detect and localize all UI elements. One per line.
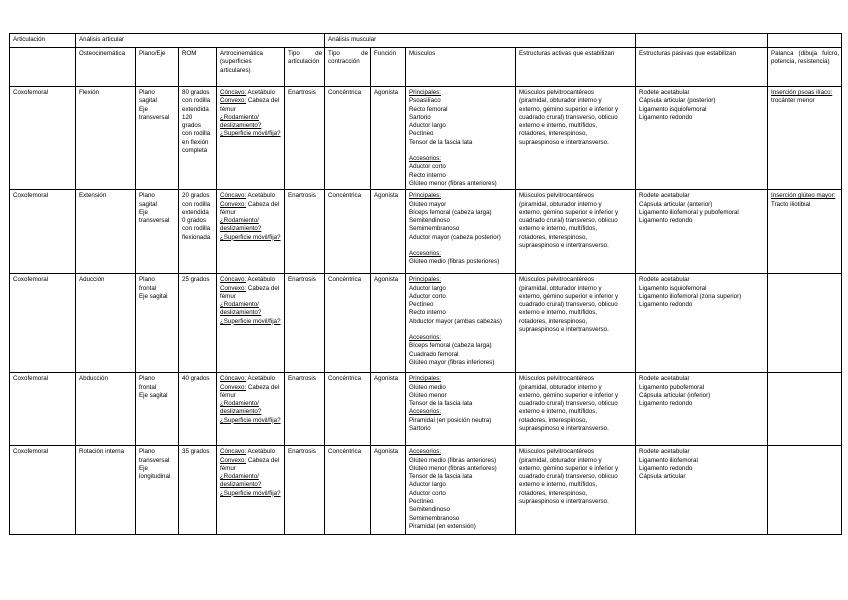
activas-line: rotadores, interespinoso, — [519, 130, 588, 138]
muscle-item: Abductor mayor (ambas cabezas) — [409, 317, 502, 325]
cell-musculos — [406, 373, 516, 446]
cell-rom — [179, 446, 217, 535]
activas-line: supraespinoso e intertransverso. — [519, 425, 609, 433]
cell-articulacion: Coxofemoral — [10, 190, 76, 274]
accesorios-label: Accesorios: — [409, 155, 442, 163]
cell-estructuras-activas — [516, 87, 636, 190]
activas-line: (piramidal, obturador interno y — [519, 97, 602, 105]
pasivas-line: Cápsula articular — [639, 473, 686, 481]
pasivas-line: Ligamento redondo — [639, 217, 693, 225]
plano-line: frontal — [139, 284, 157, 292]
concavo-value: Acetábulo — [247, 89, 276, 96]
cell-palanca — [768, 446, 842, 535]
plano-line: sagital — [139, 200, 157, 208]
activas-line: externo, gémino superior e inferior y — [519, 391, 619, 399]
cell-tipo-articulacion: Enartrosis — [285, 274, 325, 373]
pasivas-line: Rodete acetabular — [639, 89, 690, 96]
muscle-item: Recto femoral — [409, 105, 448, 113]
pasivas-line: Ligamento redondo — [639, 301, 693, 309]
plano-line: Eje — [139, 208, 148, 216]
palanca-destino: trocánter menor — [771, 97, 815, 105]
cell-tipo-articulacion: Enartrosis — [285, 190, 325, 274]
rom-line: con rodilla — [182, 130, 211, 138]
cell-articulacion: Coxofemoral — [10, 87, 76, 190]
pasivas-line: Rodete acetabular — [639, 276, 690, 284]
plano-line: sagital — [139, 97, 157, 105]
activas-line: rotadores, interespinoso, — [519, 416, 588, 424]
muscle-item: Aductor largo — [409, 122, 446, 130]
table-row — [10, 373, 842, 446]
cell-musculos — [406, 87, 516, 190]
cell-plano-eje — [136, 87, 179, 190]
rom-line: extendida — [182, 105, 209, 113]
rom-line: 80 grados — [182, 89, 210, 96]
pasivas-line: Rodete acetabular — [639, 448, 690, 456]
muscle-item: Tensor de la fascia lata — [409, 138, 473, 146]
rodamiento-question: ¿Rodamiento/ deslizamiento? — [220, 113, 262, 130]
cell-plano-eje — [136, 274, 179, 373]
cell-rom — [179, 87, 217, 190]
convexo-value: Cabeza del fémur — [220, 284, 280, 300]
activas-line: Músculos pelvitrocantéreos — [519, 276, 595, 284]
cell-musculos — [406, 190, 516, 274]
rom-line: con rodilla — [182, 200, 211, 208]
rodamiento-question: ¿Rodamiento/ deslizamiento? — [220, 217, 262, 233]
activas-line: supraespinoso e intertransverso. — [519, 498, 609, 506]
cell-estructuras-activas — [516, 190, 636, 274]
activas-line: externo e interno, multífidos, — [519, 408, 598, 416]
cell-estructuras-activas — [516, 274, 636, 373]
concavo-value: Acetábulo — [247, 192, 276, 200]
accesorios-label: Accesorios: — [409, 334, 442, 342]
activas-line: Músculos pelvitrocantéreos — [519, 448, 595, 456]
pasivas-line: Rodete acetabular — [639, 375, 690, 383]
plano-line: Eje sagital — [139, 292, 168, 300]
subheader-musculos: Músculos — [406, 48, 516, 87]
palanca-insercion: Inserción glúteo mayor: — [771, 192, 836, 200]
activas-line: supraespinoso e intertransverso. — [519, 138, 609, 146]
muscle-item: Bíceps femoral (cabeza larga) — [409, 208, 492, 216]
concavo-line — [220, 276, 282, 284]
muscle-item: Recto interno — [409, 309, 446, 317]
convexo-value: Cabeza del fémur — [220, 456, 280, 472]
rodamiento-question: ¿Rodamiento/ deslizamiento? — [220, 400, 262, 416]
rom-line: 25 grados — [182, 276, 210, 284]
superficie-question: ¿Superficie móvil/fija? — [220, 416, 281, 424]
cell-rom — [179, 373, 217, 446]
muscle-item: Glúteo mayor — [409, 200, 447, 208]
cell-tipo-articulacion: Enartrosis — [285, 87, 325, 190]
subheader-tipo-contraccion: Tipo de contracción — [325, 48, 371, 87]
convexo-line — [220, 285, 282, 302]
cell-funcion: Agonista — [371, 274, 406, 373]
rom-line: 20 grados — [182, 192, 210, 200]
cell-estructuras-activas — [516, 373, 636, 446]
cell-rom — [179, 190, 217, 274]
cell-estructuras-pasivas — [636, 274, 768, 373]
accesorios-label: Accesorios: — [409, 250, 442, 258]
accesorios-label: Accesorios: — [409, 448, 442, 456]
pasivas-line: Ligamento iliofemoral — [639, 456, 698, 464]
cell-funcion: Agonista — [371, 373, 406, 446]
activas-line: (piramidal, obturador interno y — [519, 284, 602, 292]
muscle-item: Semimembranoso — [409, 225, 460, 233]
cell-tipo-contraccion: Concéntrica — [325, 373, 371, 446]
cell-artrocinematica — [217, 87, 285, 190]
table-row — [10, 87, 842, 190]
muscle-item: Pectíneo — [409, 130, 434, 138]
convexo-line — [220, 97, 282, 114]
palanca-destino: Tracto iliotibial — [771, 200, 811, 208]
cell-palanca — [768, 373, 842, 446]
pasivas-line: Cápsula articular (posterior) — [639, 97, 716, 105]
muscle-item: Recto interno — [409, 171, 446, 179]
plano-line: transversal — [139, 456, 170, 464]
subheader-estructuras-pasivas: Estructuras pasivas que estabilizan — [636, 48, 768, 87]
subheader-palanca: Palanca (dibuja fulcro, potencia, resistencia) — [768, 48, 842, 87]
cell-tipo-articulacion: Enartrosis — [285, 446, 325, 535]
superficie-question: ¿Superficie móvil/fija? — [220, 489, 281, 497]
header-analisis-articular: Análisis articular — [76, 34, 325, 48]
activas-line: supraespinoso e intertransverso. — [519, 326, 609, 334]
principales-label: Principales: — [409, 276, 442, 284]
rom-line: flexionada — [182, 233, 211, 241]
activas-line: externo, gémino superior e inferior y — [519, 105, 619, 113]
cell-estructuras-pasivas — [636, 190, 768, 274]
muscle-item: Semitendinoso — [409, 506, 450, 514]
muscle-item: Tensor de la fascia lata — [409, 473, 473, 481]
muscle-item: Aductor largo — [409, 481, 446, 489]
muscle-item: Glúteo medio (fibras anteriores) — [409, 456, 497, 464]
pasivas-line: Ligamento redondo — [639, 464, 693, 472]
muscle-item: Semimembranoso — [409, 514, 460, 522]
plano-line: transversal — [139, 217, 170, 225]
plano-line: Plano — [139, 448, 155, 456]
activas-line: (piramidal, obturador interno y — [519, 383, 602, 391]
muscle-item: Cuadrado femoral — [409, 350, 459, 358]
muscle-item: Pectíneo — [409, 498, 434, 506]
rodamiento-question: ¿Rodamiento/ deslizamiento? — [220, 473, 262, 489]
table-subheader-row — [10, 48, 842, 87]
rom-line: 35 grados — [182, 448, 210, 456]
activas-line: cuadrado crural) transverso, oblicuo — [519, 113, 618, 121]
cell-artrocinematica — [217, 446, 285, 535]
plano-line: Eje — [139, 464, 148, 472]
activas-line: (piramidal, obturador interno y — [519, 200, 602, 208]
cell-movimiento: Extensión — [76, 190, 136, 274]
convexo-label: Convexo: — [220, 200, 247, 208]
concavo-label: Cóncavo: — [220, 276, 247, 284]
convexo-line — [220, 201, 282, 218]
cell-articulacion: Coxofemoral — [10, 274, 76, 373]
principales-label: Principales: — [409, 192, 442, 200]
activas-line: externo e interno, multífidos, — [519, 309, 598, 317]
activas-line: Músculos pelvitrocantéreos — [519, 89, 595, 96]
muscle-item: Sartorio — [409, 113, 431, 121]
concavo-line — [220, 375, 282, 383]
muscle-item: Piramidal (en posición neutra) — [409, 416, 492, 424]
cell-estructuras-pasivas — [636, 87, 768, 190]
convexo-line — [220, 457, 282, 474]
activas-line: rotadores, interespinoso, — [519, 489, 588, 497]
subheader-estructuras-activas: Estructuras activas que estabilizan — [516, 48, 636, 87]
accesorios-label: Accesorios: — [409, 408, 442, 416]
concavo-label: Cóncavo: — [220, 192, 247, 200]
rom-line: grados — [182, 122, 201, 130]
plano-line: Eje — [139, 105, 148, 113]
concavo-label: Cóncavo: — [220, 448, 247, 456]
cell-musculos — [406, 446, 516, 535]
rom-line: completa — [182, 147, 208, 155]
muscle-item: Sartorio — [409, 425, 431, 433]
activas-line: rotadores, interespinoso, — [519, 317, 588, 325]
superficie-question: ¿Superficie móvil/fija? — [220, 233, 281, 241]
muscle-item: Aductor corto — [409, 292, 446, 300]
muscle-item: Glúteo menor (fibras anteriores) — [409, 179, 497, 187]
muscle-item: Glúteo medio (fibras posteriores) — [409, 258, 500, 266]
pasivas-line: Cápsula articular (inferior) — [639, 391, 711, 399]
activas-line: cuadrado crural) transverso, oblicuo — [519, 473, 618, 481]
concavo-value: Acetábulo — [247, 375, 276, 383]
activas-line: (piramidal, obturador interno y — [519, 456, 602, 464]
muscle-item: Glúteo medio — [409, 383, 446, 391]
plano-line: Plano — [139, 89, 155, 96]
convexo-label: Convexo: — [220, 97, 247, 105]
header-blank-2 — [768, 34, 842, 48]
subheader-osteocinematica: Osteocinemática — [76, 48, 136, 87]
cell-rom — [179, 274, 217, 373]
pasivas-line: Ligamento isquiofemoral — [639, 284, 707, 292]
pasivas-line: Ligamento pubofemoral — [639, 383, 705, 391]
cell-palanca — [768, 190, 842, 274]
cell-movimiento: Aducción — [76, 274, 136, 373]
cell-artrocinematica — [217, 190, 285, 274]
cell-tipo-articulacion: Enartrosis — [285, 373, 325, 446]
concavo-value: Acetábulo — [247, 448, 276, 456]
muscle-item: Aductor largo — [409, 284, 446, 292]
rom-line: en flexión — [182, 138, 209, 146]
convexo-label: Convexo: — [220, 383, 247, 391]
plano-line: Plano — [139, 375, 155, 383]
cell-palanca — [768, 87, 842, 190]
rom-line: 0 grados — [182, 217, 207, 225]
table-row — [10, 274, 842, 373]
concavo-value: Acetábulo — [247, 276, 276, 284]
muscle-item: Aductor corto — [409, 163, 446, 171]
convexo-value: Cabeza del fémur — [220, 383, 280, 399]
activas-line: externo e interno, multífidos, — [519, 225, 598, 233]
muscle-item: Pectíneo — [409, 301, 434, 309]
convexo-line — [220, 384, 282, 401]
activas-line: supraespinoso e intertransverso. — [519, 242, 609, 250]
subheader-funcion: Función — [371, 48, 406, 87]
cell-estructuras-pasivas — [636, 446, 768, 535]
muscle-item: Aductor mayor (cabeza posterior) — [409, 233, 501, 241]
superficie-question: ¿Superficie móvil/fija? — [220, 317, 281, 325]
cell-articulacion: Coxofemoral — [10, 373, 76, 446]
activas-line: externo, gémino superior e inferior y — [519, 208, 619, 216]
subheader-plano-eje: Plano/Eje — [136, 48, 179, 87]
activas-line: Músculos pelvitrocantéreos — [519, 375, 595, 383]
cell-tipo-contraccion: Concéntrica — [325, 274, 371, 373]
concavo-line — [220, 192, 282, 200]
muscle-item: Piramidal (en extensión) — [409, 522, 476, 530]
concavo-line — [220, 89, 282, 97]
concavo-label: Cóncavo: — [220, 375, 247, 383]
activas-line: externo e interno, multífidos, — [519, 122, 598, 130]
subheader-blank — [10, 48, 76, 87]
convexo-label: Convexo: — [220, 284, 247, 292]
activas-line: cuadrado crural) transverso, oblicuo — [519, 400, 618, 408]
plano-line: transversal — [139, 113, 170, 121]
header-articulacion: Articulación — [10, 34, 76, 48]
table-header-row — [10, 34, 842, 48]
superficie-question: ¿Superficie móvil/fija? — [220, 130, 281, 138]
rom-line: con rodilla — [182, 97, 211, 105]
subheader-rom: ROM — [179, 48, 217, 87]
plano-line: Plano — [139, 276, 155, 284]
activas-line: cuadrado crural) transverso, oblicuo — [519, 217, 618, 225]
plano-line: Eje sagital — [139, 391, 168, 399]
table-row — [10, 190, 842, 274]
spacer — [409, 147, 513, 155]
activas-line: externo, gémino superior e inferior y — [519, 292, 619, 300]
muscle-item: Aductor corto — [409, 489, 446, 497]
cell-musculos — [406, 274, 516, 373]
convexo-value: Cabeza del fémur — [220, 200, 280, 216]
pasivas-line: Ligamento redondo — [639, 113, 693, 121]
cell-movimiento: Flexión — [76, 87, 136, 190]
muscle-item: Tensor de la fascia lata — [409, 400, 473, 408]
cell-movimiento: Abducción — [76, 373, 136, 446]
header-blank-1 — [636, 34, 768, 48]
cell-plano-eje — [136, 373, 179, 446]
muscle-item: Psoasilíaco — [409, 97, 441, 105]
cell-tipo-contraccion: Concéntrica — [325, 446, 371, 535]
cell-funcion: Agonista — [371, 190, 406, 274]
cell-estructuras-pasivas — [636, 373, 768, 446]
cell-artrocinematica — [217, 373, 285, 446]
activas-line: cuadrado crural) transverso, oblicuo — [519, 301, 618, 309]
activas-line: Músculos pelvitrocantéreos — [519, 192, 595, 200]
cell-funcion: Agonista — [371, 446, 406, 535]
cell-estructuras-activas — [516, 446, 636, 535]
convexo-value: Cabeza del fémur — [220, 97, 280, 113]
rom-line: con rodilla — [182, 225, 211, 233]
cell-artrocinematica — [217, 274, 285, 373]
cell-funcion: Agonista — [371, 87, 406, 190]
activas-line: rotadores, interespinoso, — [519, 233, 588, 241]
activas-line: externo, gémino superior e inferior y — [519, 464, 619, 472]
concavo-label: Cóncavo: — [220, 89, 247, 96]
header-analisis-muscular: Análisis muscular — [325, 34, 636, 48]
plano-line: longitudinal — [139, 473, 171, 481]
cell-articulacion: Coxofemoral — [10, 446, 76, 535]
pasivas-line: Cápsula articular (anterior) — [639, 200, 713, 208]
pasivas-line: Ligamento iliofemoral (zona superior) — [639, 292, 742, 300]
spacer — [409, 326, 513, 334]
muscle-item: Bíceps femoral (cabeza larga) — [409, 342, 492, 350]
pasivas-line: Rodete acetabular — [639, 192, 690, 200]
cell-plano-eje — [136, 190, 179, 274]
rom-line: 120 — [182, 113, 193, 121]
subheader-tipo-articulacion: Tipo de articulación — [285, 48, 325, 87]
cell-plano-eje — [136, 446, 179, 535]
muscle-item: Glúteo mayor (fibras inferiores) — [409, 358, 495, 366]
activas-line: externo e interno, multífidos, — [519, 481, 598, 489]
muscle-item: Glúteo menor — [409, 391, 447, 399]
pasivas-line: Ligamento iliofemoral y pubofemoral — [639, 208, 739, 216]
palanca-insercion: Inserción psoas ilíaco: — [771, 89, 833, 96]
joint-analysis-table — [9, 33, 842, 535]
spacer — [409, 242, 513, 250]
rom-line: extendida — [182, 208, 209, 216]
cell-tipo-contraccion: Concéntrica — [325, 190, 371, 274]
cell-palanca — [768, 274, 842, 373]
principales-label: Principales: — [409, 375, 442, 383]
pasivas-line: Ligamento isquiofemoral — [639, 105, 707, 113]
muscle-item: Glúteo menor (fibras anteriores) — [409, 464, 497, 472]
plano-line: Plano — [139, 192, 155, 200]
convexo-label: Convexo: — [220, 456, 247, 464]
plano-line: frontal — [139, 383, 157, 391]
table-row — [10, 446, 842, 535]
cell-movimiento: Rotación interna — [76, 446, 136, 535]
rom-line: 40 grados — [182, 375, 210, 383]
pasivas-line: Ligamento redondo — [639, 400, 693, 408]
subheader-artrocinematica: Artrocinemática (superficies articulares) — [217, 48, 285, 87]
muscle-item: Semitendinoso — [409, 217, 450, 225]
rodamiento-question: ¿Rodamiento/ deslizamiento? — [220, 301, 262, 317]
concavo-line — [220, 448, 282, 456]
cell-tipo-contraccion: Concéntrica — [325, 87, 371, 190]
principales-label: Principales: — [409, 89, 442, 96]
